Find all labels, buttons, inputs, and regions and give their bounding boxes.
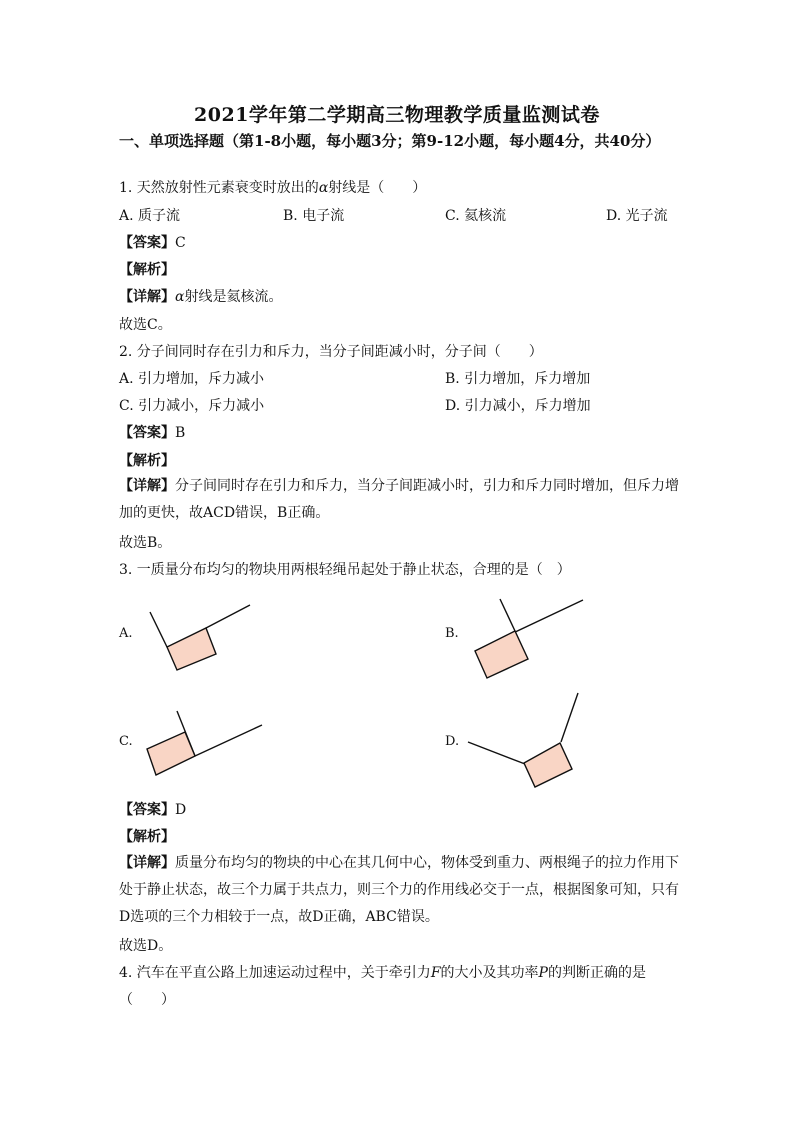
q1-option-d: D. 光子流 (606, 208, 668, 224)
q2-option-d: D. 引力减小，斥力增加 (445, 398, 591, 414)
q1-option-c: C. 氦核流 (445, 208, 507, 224)
q3-analysis-label: 【解析】 (119, 829, 175, 845)
q1-answer: 【答案】C (119, 235, 186, 251)
q1-analysis-label: 【解析】 (119, 262, 175, 278)
q2-option-c: C. 引力减小，斥力减小 (119, 398, 265, 414)
q1-option-a: A. 质子流 (119, 208, 181, 224)
q3-conclusion: 故选D。 (119, 938, 173, 954)
q1-stem: 1. 天然放射性元素衰变时放出的α射线是（ ） (119, 180, 427, 196)
q2-conclusion: 故选B。 (119, 535, 172, 551)
q2-option-a: A. 引力增加，斥力减小 (119, 371, 265, 387)
q2-stem: 2. 分子间同时存在引力和斥力，当分子间距减小时，分子间（ ） (119, 344, 543, 360)
q3-figure-c-label: C. (119, 734, 133, 749)
q3-figure-d-label: D. (445, 734, 460, 749)
q2-answer: 【答案】B (119, 425, 186, 441)
q3-figure-d (465, 690, 585, 790)
q1-option-b: B. 电子流 (283, 208, 345, 224)
q3-figure-b (465, 596, 590, 682)
q2-option-b: B. 引力增加，斥力增加 (445, 371, 591, 387)
q3-figure-c (140, 708, 265, 780)
q1-detail: 【详解】α射线是氦核流。 (119, 289, 283, 305)
page-title: 2021学年第二学期高三物理教学质量监测试卷 (194, 104, 600, 126)
q3-answer: 【答案】D (119, 802, 187, 818)
q1-conclusion: 故选C。 (119, 317, 172, 333)
q3-stem: 3. 一质量分布均匀的物块用两根轻绳吊起处于静止状态，合理的是（ ） (119, 562, 571, 578)
q2-analysis-label: 【解析】 (119, 453, 175, 469)
q3-figure-a-label: A. (119, 626, 133, 641)
q2-detail: 【详解】分子间同时存在引力和斥力，当分子间距减小时，引力和斥力同时增加，但斥力增加的更快，故ACD错误，B正确。 (119, 478, 679, 521)
section-heading: 一、单项选择题（第1-8小题，每小题3分；第9-12小题，每小题4分，共40分） (119, 132, 661, 150)
q3-figure-b-label: B. (445, 626, 459, 641)
q3-detail: 【详解】质量分布均匀的物块的中心在其几何中心，物体受到重力、两根绳子的拉力作用下处于静止状态，故三个力属于共点力，则三个力的作用线必交于一点，根据图象可知，只有D选项的三个力相较于一点，故D正确，ABC错误。 (119, 855, 679, 925)
q4-answer-paren: （ ） (119, 992, 175, 1008)
q4-stem: 4. 汽车在平直公路上加速运动过程中，关于牵引力F的大小及其功率P的判断正确的是 (119, 965, 646, 981)
q3-figure-a (140, 598, 260, 678)
